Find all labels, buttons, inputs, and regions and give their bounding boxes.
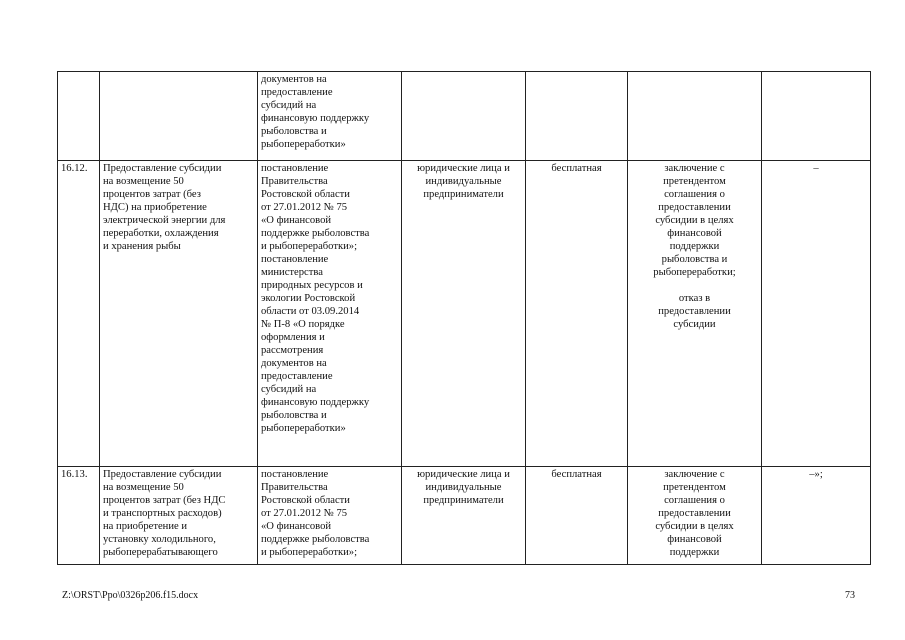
- cell-text-line: предоставлении: [658, 202, 731, 213]
- cell-text-line: рыбоперерабатывающего: [103, 547, 218, 558]
- cell-text-line: рыбопереработки»: [261, 139, 346, 150]
- cell-text-line: экологии Ростовской: [261, 293, 356, 304]
- cell-text-line: документов на: [261, 74, 327, 85]
- note-cell: –»;: [762, 467, 871, 565]
- cell-text-line: финансовую поддержку: [261, 113, 370, 124]
- cell-text-line: процентов затрат (без НДС: [103, 495, 226, 506]
- cell-text-line: предприниматели: [423, 189, 504, 200]
- recipients-cell: [402, 72, 526, 161]
- row-number-cell: [58, 72, 100, 161]
- cell-text-line: заключение с: [664, 469, 725, 480]
- cell-text-line: Ростовской области: [261, 495, 350, 506]
- cell-text-line: № П-8 «О порядке: [261, 319, 345, 330]
- row-number-cell: 16.13.: [58, 467, 100, 565]
- cell-text-line: электрической энергии для: [103, 215, 226, 226]
- cell-text-line: области от 03.09.2014: [261, 306, 360, 317]
- cell-text-line: заключение с: [664, 163, 725, 174]
- cell-text-line: Предоставление субсидии: [103, 163, 222, 174]
- service-name-cell: [100, 72, 258, 161]
- row-number-cell: 16.12.: [58, 161, 100, 467]
- cell-text-line: рыболовства и: [661, 254, 728, 265]
- cell-text-line: рыбопереработки»: [261, 423, 346, 434]
- note-cell: –: [762, 161, 871, 467]
- cell-text-line: «О финансовой: [261, 215, 332, 226]
- cell-text-line: предприниматели: [423, 495, 504, 506]
- cell-text-line: постановление: [261, 163, 329, 174]
- result-cell: [628, 161, 762, 467]
- footer-page-number: 73: [845, 590, 855, 601]
- cell-text-line: соглашения о: [664, 189, 725, 200]
- cell-text-line: поддержки: [669, 547, 720, 558]
- legal-basis-cell: [258, 161, 402, 467]
- cell-text-line: НДС) на приобретение: [103, 202, 207, 213]
- recipients-cell: [402, 467, 526, 565]
- cell-text-line: и рыбопереработки»;: [261, 241, 358, 252]
- table-row: [58, 161, 871, 467]
- cell-text-line: предоставление: [261, 87, 333, 98]
- cell-text-line: постановление: [261, 469, 329, 480]
- cell-text-line: от 27.01.2012 № 75: [261, 202, 348, 213]
- cell-text-line: отказ в: [678, 293, 711, 304]
- cell-text-line: финансовую поддержку: [261, 397, 370, 408]
- cell-text-line: оформления и: [261, 332, 325, 343]
- cell-text-line: Ростовской области: [261, 189, 350, 200]
- cell-text-line: предоставлении: [658, 306, 731, 317]
- table-row: [58, 72, 871, 161]
- cell-text-line: претендентом: [663, 176, 726, 187]
- cell-text-line: финансовой: [667, 228, 722, 239]
- cell-text-line: и хранения рыбы: [103, 241, 181, 252]
- cell-text-line: на приобретение и: [103, 521, 188, 532]
- cell-text-line: и рыбопереработки»;: [261, 547, 358, 558]
- cell-text-line: субсидий на: [261, 384, 317, 395]
- blank-line: [631, 279, 758, 292]
- cell-text-line: субсидии: [673, 319, 716, 330]
- cell-text-line: «О финансовой: [261, 521, 332, 532]
- cell-text-line: рыболовства и: [261, 126, 327, 137]
- cell-text-line: финансовой: [667, 534, 722, 545]
- cell-text-line: от 27.01.2012 № 75: [261, 508, 348, 519]
- service-name-cell: [100, 467, 258, 565]
- cell-text-line: Правительства: [261, 176, 328, 187]
- cell-text-line: индивидуальные: [425, 482, 502, 493]
- service-name-cell: [100, 161, 258, 467]
- table-row: [58, 467, 871, 565]
- services-table: [57, 71, 871, 565]
- cell-text-line: соглашения о: [664, 495, 725, 506]
- footer-file-path: Z:\ORST\Ppo\0326p206.f15.docx: [62, 590, 199, 601]
- cell-text-line: поддержке рыболовства: [261, 228, 370, 239]
- note-cell: [762, 72, 871, 161]
- cell-text-line: установку холодильного,: [103, 534, 216, 545]
- cell-text-line: субсидий на: [261, 100, 317, 111]
- cell-text-line: на возмещение 50: [103, 176, 184, 187]
- fee-cell: бесплатная: [526, 161, 628, 467]
- cell-text-line: рыболовства и: [261, 410, 327, 421]
- fee-cell: бесплатная: [526, 467, 628, 565]
- recipients-cell: [402, 161, 526, 467]
- cell-text-line: юридические лица и: [417, 163, 510, 174]
- result-cell: [628, 467, 762, 565]
- cell-text-line: рыбопереработки;: [653, 267, 736, 278]
- fee-cell: [526, 72, 628, 161]
- cell-text-line: поддержки: [669, 241, 720, 252]
- cell-text-line: и транспортных расходов): [103, 508, 222, 519]
- cell-text-line: рассмотрения: [261, 345, 324, 356]
- cell-text-line: Предоставление субсидии: [103, 469, 222, 480]
- result-cell: [628, 72, 762, 161]
- cell-text-line: Правительства: [261, 482, 328, 493]
- cell-text-line: индивидуальные: [425, 176, 502, 187]
- cell-text-line: субсидии в целях: [655, 521, 734, 532]
- cell-text-line: поддержке рыболовства: [261, 534, 370, 545]
- cell-text-line: юридические лица и: [417, 469, 510, 480]
- cell-text-line: постановление: [261, 254, 329, 265]
- legal-basis-cell: [258, 72, 402, 161]
- cell-text-line: предоставление: [261, 371, 333, 382]
- cell-text-line: документов на: [261, 358, 327, 369]
- cell-text-line: субсидии в целях: [655, 215, 734, 226]
- cell-text-line: на возмещение 50: [103, 482, 184, 493]
- cell-text-line: министерства: [261, 267, 323, 278]
- cell-text-line: переработки, охлаждения: [103, 228, 219, 239]
- cell-text-line: предоставлении: [658, 508, 731, 519]
- cell-text-line: претендентом: [663, 482, 726, 493]
- legal-basis-cell: [258, 467, 402, 565]
- cell-text-line: процентов затрат (без: [103, 189, 201, 200]
- cell-text-line: природных ресурсов и: [261, 280, 363, 291]
